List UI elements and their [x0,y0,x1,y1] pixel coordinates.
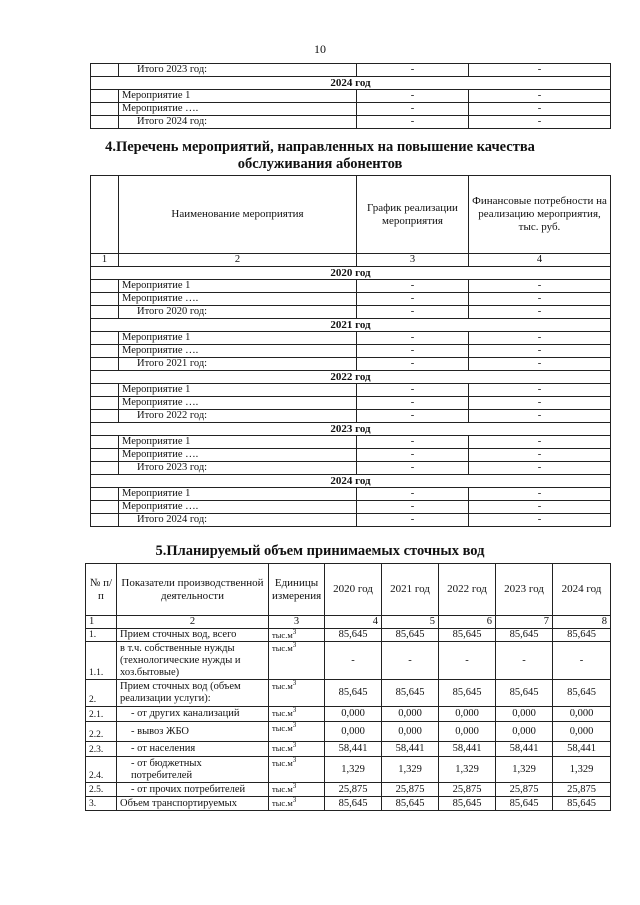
unit-cell: $тыс.м^3$ [269,707,325,722]
value-cell: 58,441 [496,742,553,757]
year-row [91,475,611,488]
table-row [91,436,611,449]
year-row [91,267,611,280]
schedule-cell: - [357,514,469,527]
indicator-name: - от других канализаций [117,707,269,722]
value-cell: 85,645 [382,629,439,642]
event-name: Мероприятие …. [119,501,357,514]
header-financial-needs: Финансовые потребности на реализацию мероприятия, тыс. руб. [469,176,611,254]
value-cell: 25,875 [439,783,496,797]
year-row [91,77,611,90]
table-header [91,176,611,254]
value-cell: 0,000 [496,722,553,742]
finance-cell: - [469,384,611,397]
continued-events-table [90,63,611,129]
schedule-cell: - [357,345,469,358]
value-cell: 58,441 [439,742,496,757]
indicator-name: - от населения [117,742,269,757]
value-cell: 85,645 [496,797,553,811]
table-row: Итого 2023 год: - - [91,64,611,77]
table-row [86,757,611,783]
value-cell: 1,329 [496,757,553,783]
finance-cell: - [469,501,611,514]
schedule-cell: - [357,293,469,306]
row-number: 1. [86,629,117,642]
table-row [86,742,611,757]
header-number: № п/п [86,564,117,616]
table-row [91,488,611,501]
value-cell: 85,645 [439,680,496,707]
section5-title: 5.Планируемый объем принимаемых сточных вод [155,543,485,559]
value-cell: 25,875 [382,783,439,797]
value-cell: 25,875 [553,783,611,797]
header-indicator: Показатели производственной деятельности [117,564,269,616]
row-number: 2. [86,680,117,707]
header-event-name: Наименование мероприятия [119,176,357,254]
table-row [91,332,611,345]
year-label: 2024 год [91,475,611,488]
table-header [86,564,611,616]
value-cell: 85,645 [382,680,439,707]
schedule-cell: - [357,358,469,371]
table-row [91,462,611,475]
value-cell: 85,645 [325,680,382,707]
row-number: 2.3. [86,742,117,757]
row-number: 2.1. [86,707,117,722]
year-row [91,371,611,384]
value-cell: 0,000 [325,722,382,742]
table-row [91,410,611,423]
row-number: 1.1. [86,642,117,680]
table-row [91,397,611,410]
table-row: Мероприятие …. - - [91,103,611,116]
table-row [91,501,611,514]
indicator-name: Прием сточных вод (объем реализации услуги): [117,680,269,707]
event-name: Мероприятие 1 [119,280,357,293]
unit-cell: $тыс.м^3$ [269,722,325,742]
table-row [91,384,611,397]
finance-cell: - [469,332,611,345]
value-cell: 85,645 [553,797,611,811]
event-name: Мероприятие 1 [119,384,357,397]
event-name: Итого 2023 год: [119,462,357,475]
finance-cell: - [469,293,611,306]
finance-cell: - [469,345,611,358]
table-row [86,629,611,642]
value-cell: 85,645 [496,629,553,642]
value-cell: 58,441 [325,742,382,757]
event-name: Мероприятие …. [119,449,357,462]
value-cell: - [382,642,439,680]
value-cell: 0,000 [553,707,611,722]
table-row [91,358,611,371]
schedule-cell: - [357,501,469,514]
schedule-cell: - [357,384,469,397]
event-name: Итого 2021 год: [119,358,357,371]
table-row [86,783,611,797]
event-name: Мероприятие 1 [119,332,357,345]
finance-cell: - [469,410,611,423]
finance-cell: - [469,449,611,462]
indicator-name: - вывоз ЖБО [117,722,269,742]
event-name: Итого 2022 год: [119,410,357,423]
schedule-cell: - [357,280,469,293]
value-cell: 85,645 [439,629,496,642]
table-row [91,280,611,293]
header-year-2022: 2022 год [439,564,496,616]
row-number: 2.5. [86,783,117,797]
row-number: 3. [86,797,117,811]
schedule-cell: - [357,397,469,410]
page-number: 10 [314,42,326,56]
year-label: 2022 год [91,371,611,384]
year-row [91,319,611,332]
value-cell: 0,000 [553,722,611,742]
header-year-2024: 2024 год [553,564,611,616]
event-name: Мероприятие 1 [119,488,357,501]
column-numbers-row: 1 2 3 4 5 6 7 8 [86,616,611,629]
finance-cell: - [469,280,611,293]
value-cell: 0,000 [382,722,439,742]
table-row [86,722,611,742]
value-cell: 0,000 [496,707,553,722]
schedule-cell: - [357,410,469,423]
event-name: Итого 2024 год: [119,514,357,527]
value-cell: - [553,642,611,680]
indicator-name: в т.ч. собственные нужды (технологические нужды и хоз.бытовые) [117,642,269,680]
table-row [91,306,611,319]
finance-cell: - [469,397,611,410]
year-row [91,423,611,436]
value-cell: 58,441 [553,742,611,757]
value-cell: 85,645 [325,797,382,811]
value-cell: 0,000 [325,707,382,722]
schedule-cell: - [357,306,469,319]
value-cell: 85,645 [553,629,611,642]
table-row [86,707,611,722]
indicator-name: Объем транспортируемых [117,797,269,811]
table-row [86,642,611,680]
event-name: Мероприятие 1 [119,436,357,449]
value-cell: 0,000 [439,707,496,722]
value-cell: 1,329 [553,757,611,783]
total-label: Итого 2023 год: [119,64,357,77]
table-row [91,514,611,527]
header-schedule: График реализации мероприятия [357,176,469,254]
table-row [86,797,611,811]
indicator-name: - от прочих потребителей [117,783,269,797]
schedule-cell: - [357,488,469,501]
value-cell: 85,645 [325,629,382,642]
event-name: Мероприятие …. [119,293,357,306]
unit-cell: $тыс.м^3$ [269,757,325,783]
value-cell: 58,441 [382,742,439,757]
section4-title: 4.Перечень мероприятий, направленных на повышение качества обслуживания абонентов [105,139,535,172]
table-row: Итого 2024 год: - - [91,116,611,129]
event-name: Мероприятие …. [119,397,357,410]
year-label: 2020 год [91,267,611,280]
finance-cell: - [469,306,611,319]
finance-cell: - [469,358,611,371]
value-cell: 25,875 [325,783,382,797]
indicator-name: Прием сточных вод, всего [117,629,269,642]
finance-cell: - [469,462,611,475]
value-cell: 85,645 [553,680,611,707]
value-cell: 0,000 [382,707,439,722]
value-cell: 85,645 [496,680,553,707]
header-year-2021: 2021 год [382,564,439,616]
unit-cell: $тыс.м^3$ [269,797,325,811]
wastewater-volume-table [85,563,611,811]
value-cell: 1,329 [325,757,382,783]
row-number: 2.4. [86,757,117,783]
unit-cell: $тыс.м^3$ [269,642,325,680]
finance-cell: - [469,514,611,527]
value-cell: - [325,642,382,680]
schedule-cell: - [357,449,469,462]
row-number: 2.2. [86,722,117,742]
unit-cell: $тыс.м^3$ [269,629,325,642]
quality-events-table [90,175,611,527]
column-numbers-row: 1 2 3 4 [91,254,611,267]
year-label: 2023 год [91,423,611,436]
year-label: 2024 год [91,77,611,90]
header-year-2020: 2020 год [325,564,382,616]
header-year-2023: 2023 год [496,564,553,616]
finance-cell: - [469,436,611,449]
unit-cell: $тыс.м^3$ [269,783,325,797]
event-name: Итого 2020 год: [119,306,357,319]
value-cell: - [496,642,553,680]
table-row: Мероприятие 1 - - [91,90,611,103]
value-cell: 85,645 [439,797,496,811]
table-row [91,449,611,462]
table-row [91,293,611,306]
indicator-name: - от бюджетных потребителей [117,757,269,783]
table-row [86,680,611,707]
finance-cell: - [469,488,611,501]
value-cell: - [439,642,496,680]
event-name: Мероприятие …. [119,345,357,358]
schedule-cell: - [357,332,469,345]
unit-cell: $тыс.м^3$ [269,742,325,757]
schedule-cell: - [357,462,469,475]
unit-cell: $тыс.м^3$ [269,680,325,707]
value-cell: 0,000 [439,722,496,742]
year-label: 2021 год [91,319,611,332]
schedule-cell: - [357,436,469,449]
table-row [91,345,611,358]
header-unit: Единицы измерения [269,564,325,616]
value-cell: 85,645 [382,797,439,811]
value-cell: 25,875 [496,783,553,797]
value-cell: 1,329 [382,757,439,783]
value-cell: 1,329 [439,757,496,783]
